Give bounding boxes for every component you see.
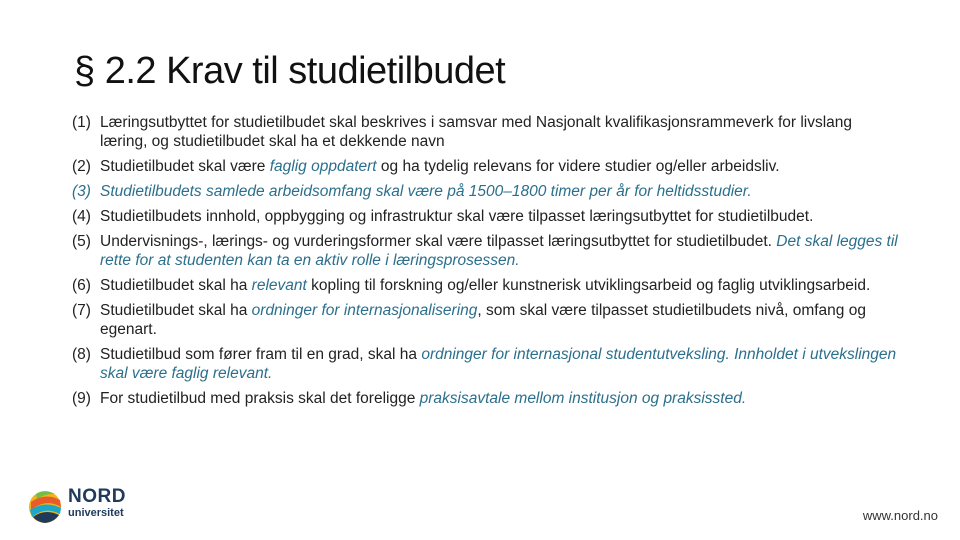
- item-text: Studietilbudet skal ha: [100, 302, 252, 319]
- item-number: (4): [72, 208, 91, 225]
- globe-icon: [28, 488, 64, 526]
- item-text: Læringsutbyttet for studietilbudet skal beskrives i samsvar med Nasjonalt kvalifikasjonsrammeverk for livslang læring, og studietilbudet skal ha et dekkende navn: [100, 114, 853, 150]
- item-text: Undervisnings-, lærings- og vurderingsformer skal være tilpasset læringsutbyttet for studietilbudet.: [100, 233, 777, 250]
- item-number: (9): [72, 390, 91, 407]
- list-item: [72, 182, 902, 201]
- item-text: Studietilbud som fører fram til en grad, skal ha: [100, 346, 422, 363]
- logo-name: NORD: [68, 486, 126, 507]
- logo-sub: universitet: [68, 507, 124, 519]
- item-text: Studietilbudet skal være: [100, 158, 270, 175]
- item-number: (8): [72, 346, 91, 363]
- item-text: , som skal være tilpasset studietilbudets nivå, omfang og egenart.: [100, 302, 866, 338]
- item-text: Studietilbudet skal ha: [100, 277, 252, 294]
- item-text: For studietilbud med praksis skal det foreligge: [100, 390, 420, 407]
- item-number: (3): [72, 183, 91, 200]
- highlighted-text: Det skal legges til rette for at studenten kan ta en aktiv rolle i læringsprosessen.: [100, 233, 898, 269]
- highlighted-text: relevant: [251, 277, 307, 294]
- website-url[interactable]: www.nord.no: [862, 508, 938, 523]
- item-number: (5): [72, 233, 91, 250]
- list-item: [72, 113, 902, 151]
- item-number: (2): [72, 158, 91, 175]
- highlighted-text: Studietilbudets samlede arbeidsomfang skal være på 1500–1800 timer per år for heltidsstudier.: [100, 183, 752, 200]
- highlighted-text: ordninger for internasjonal studentutveksling. Innholdet i utvekslingen skal være faglig relevant.: [100, 346, 897, 382]
- item-number: (6): [72, 277, 91, 294]
- item-number: (1): [72, 114, 91, 131]
- list-item: [72, 345, 902, 383]
- list-item: [72, 389, 902, 408]
- list-item: [72, 157, 902, 176]
- item-number: (7): [72, 302, 91, 319]
- list-item: [72, 276, 902, 295]
- item-text: Studietilbudets innhold, oppbygging og infrastruktur skal være tilpasset læringsutbyttet for studietilbudet.: [100, 208, 814, 225]
- requirements-list: [72, 113, 902, 414]
- list-item: [72, 301, 902, 339]
- highlighted-text: faglig oppdatert: [269, 158, 377, 175]
- list-item: [72, 207, 902, 226]
- highlighted-text: ordninger for internasjonalisering: [251, 302, 478, 319]
- item-text: kopling til forskning og/eller kunstnerisk utviklingsarbeid og faglig utviklingsarbeid.: [306, 277, 871, 294]
- list-item: [72, 232, 902, 270]
- page-title: § 2.2 Krav til studietilbudet: [74, 50, 506, 92]
- nord-universitet-logo: [28, 486, 138, 528]
- item-text: og ha tydelig relevans for videre studier og/eller arbeidsliv.: [376, 158, 780, 175]
- highlighted-text: praksisavtale mellom institusjon og praksissted.: [419, 390, 747, 407]
